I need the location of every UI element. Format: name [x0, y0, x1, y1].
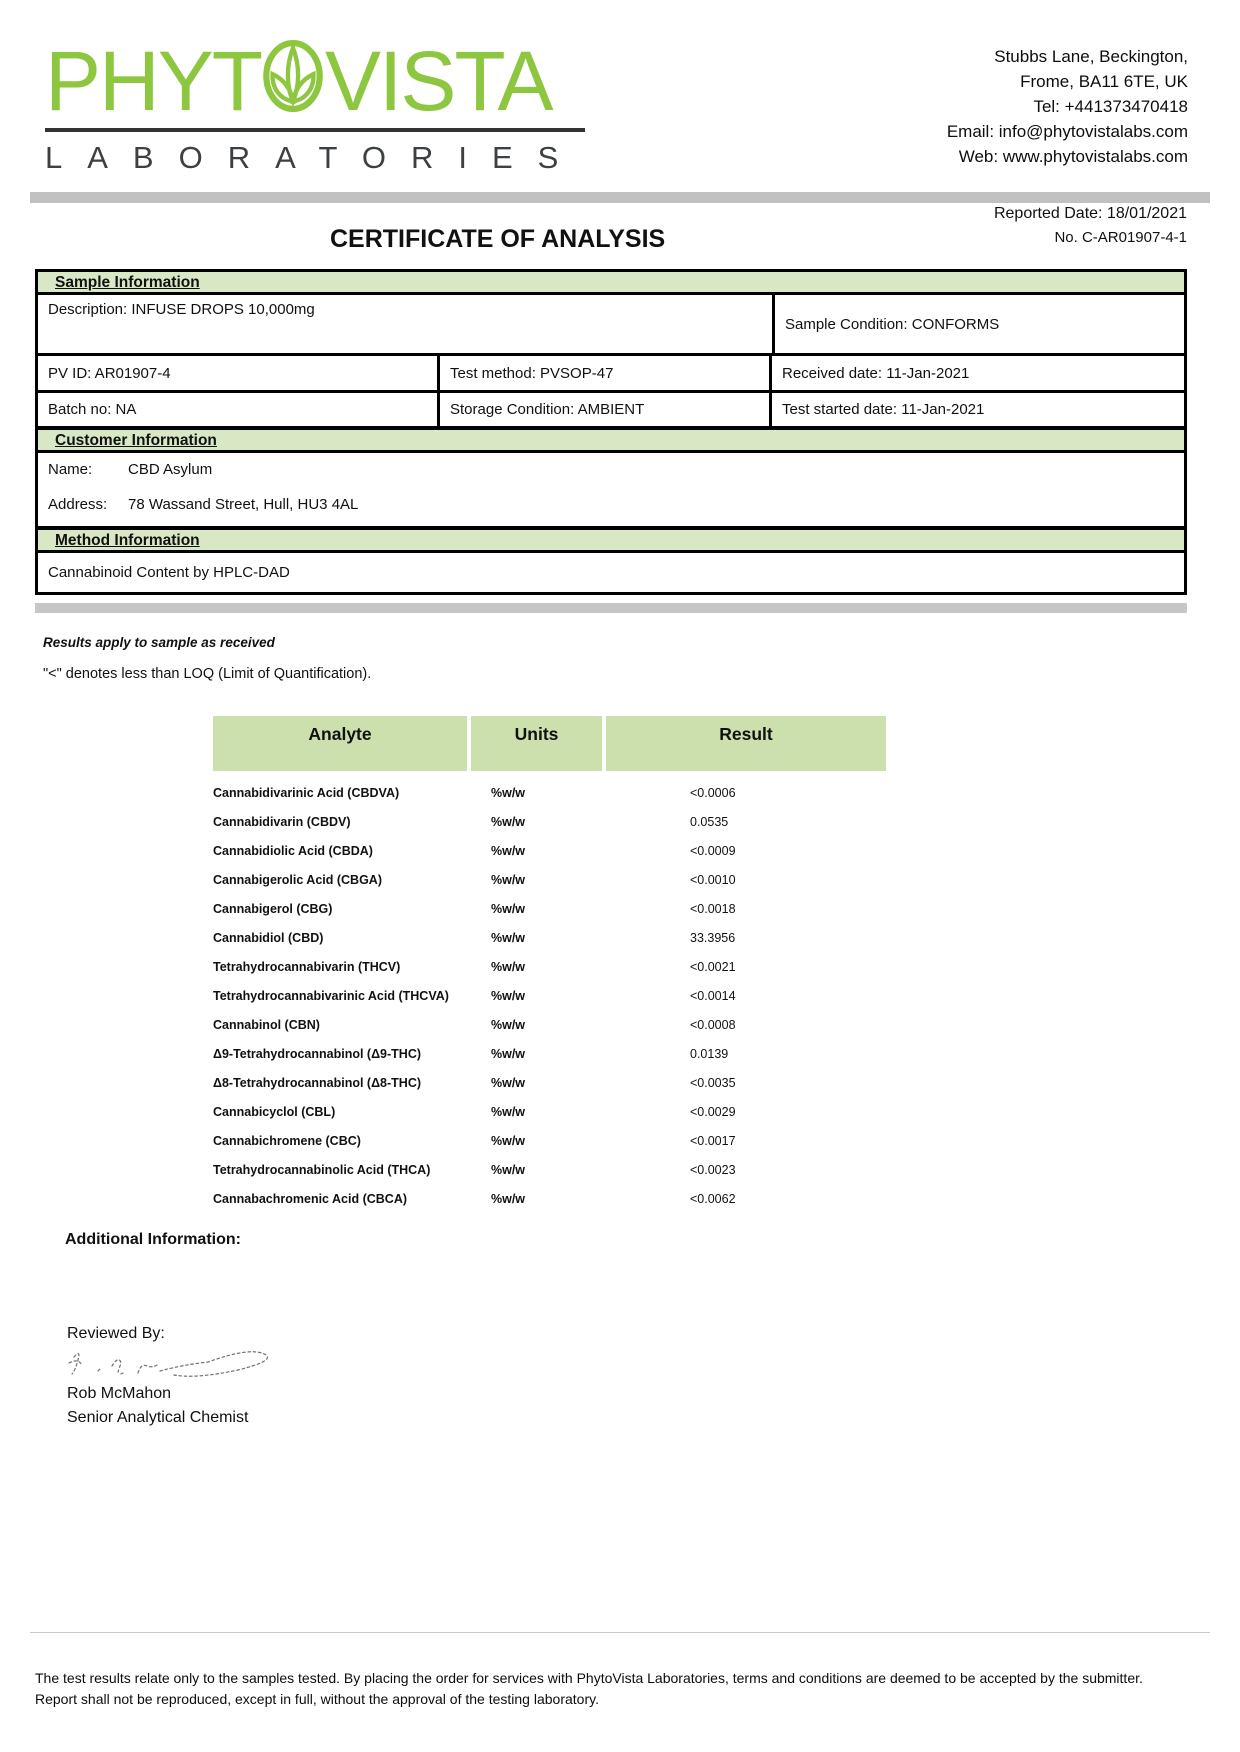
contact-address-line2: Frome, BA11 6TE, UK	[1020, 72, 1188, 91]
method-information-header	[38, 530, 1184, 553]
units-cell: %w/w	[491, 785, 526, 800]
analyte-cell: Δ9-Tetrahydrocannabinol (Δ9-THC)	[213, 1046, 422, 1061]
sample-row-1	[38, 356, 1184, 393]
result-cell: <0.0029	[690, 1104, 736, 1119]
logo-wordmark	[45, 36, 605, 126]
reviewed-by-label: Reviewed By:	[67, 1325, 165, 1342]
table-row	[213, 1126, 886, 1155]
result-cell: <0.0021	[690, 959, 736, 974]
report-meta	[994, 205, 1187, 246]
sample-row-2	[38, 393, 1184, 430]
customer-address-line	[38, 496, 1184, 513]
sample-information-title: Sample Information	[55, 274, 200, 291]
test-started-date: Test started date: 11-Jan-2021	[782, 401, 985, 418]
result-cell: <0.0018	[690, 901, 736, 916]
analyte-cell: Cannabigerolic Acid (CBGA)	[213, 872, 382, 887]
info-tables	[35, 269, 1187, 595]
lab-contact-block	[947, 36, 1188, 176]
results-table-header	[213, 716, 886, 771]
units-cell: %w/w	[491, 959, 526, 974]
analyte-cell: Tetrahydrocannabinolic Acid (THCA)	[213, 1162, 431, 1177]
header	[0, 0, 1240, 176]
contact-email: Email: info@phytovistalabs.com	[946, 122, 1188, 141]
result-cell: 33.3956	[690, 930, 736, 945]
results-table-body	[213, 778, 886, 1213]
header-divider-bar	[30, 192, 1210, 203]
analyte-cell: Tetrahydrocannabivarin (THCV)	[213, 959, 401, 974]
method-information-title: Method Information	[55, 532, 200, 549]
customer-name-line	[38, 461, 1184, 478]
analyte-cell: Tetrahydrocannabivarinic Acid (THCVA)	[213, 988, 449, 1003]
method-description: Cannabinoid Content by HPLC-DAD	[48, 564, 290, 581]
result-cell: <0.0023	[690, 1162, 736, 1177]
analyte-cell: Cannabicyclol (CBL)	[213, 1104, 336, 1119]
table-row	[213, 807, 886, 836]
reviewer-title: Senior Analytical Chemist	[67, 1409, 249, 1426]
sample-description: Description: INFUSE DROPS 10,000mg	[38, 295, 775, 353]
result-cell: 0.0139	[690, 1046, 729, 1061]
column-header-units: Units	[471, 716, 602, 771]
table-row	[213, 981, 886, 1010]
customer-body	[38, 453, 1184, 530]
certificate-title: CERTIFICATE OF ANALYSIS	[330, 225, 666, 253]
customer-name-label: Name:	[48, 461, 93, 478]
units-cell: %w/w	[491, 843, 526, 858]
analyte-cell: Cannabidivarinic Acid (CBDVA)	[213, 785, 400, 800]
table-row	[213, 1155, 886, 1184]
analyte-cell: Δ8-Tetrahydrocannabinol (Δ8-THC)	[213, 1075, 422, 1090]
units-cell: %w/w	[491, 930, 526, 945]
units-cell: %w/w	[491, 814, 526, 829]
table-row	[213, 1097, 886, 1126]
leaf-icon	[262, 38, 324, 128]
analyte-cell: Cannabidivarin (CBDV)	[213, 814, 351, 829]
section-divider-bar	[35, 603, 1187, 613]
logo-divider	[45, 128, 585, 132]
table-row	[213, 923, 886, 952]
laboratories-text: LABORATORIES	[45, 140, 584, 175]
test-method: Test method: PVSOP-47	[440, 356, 772, 390]
units-cell: %w/w	[491, 1104, 526, 1119]
units-cell: %w/w	[491, 901, 526, 916]
units-cell: %w/w	[491, 1191, 526, 1206]
results-apply-note: Results apply to sample as received	[43, 635, 275, 650]
result-cell: <0.0014	[690, 988, 736, 1003]
signature-scribble	[64, 1345, 1240, 1385]
column-header-result: Result	[606, 716, 886, 771]
table-row	[213, 836, 886, 865]
footer-divider	[30, 1632, 1210, 1633]
table-row	[213, 778, 886, 807]
customer-name-value: CBD Asylum	[128, 461, 213, 478]
received-date: Received date: 11-Jan-2021	[782, 364, 970, 382]
footer-disclaimer: The test results relate only to the samples tested. By placing the order for services with PhytoVista Laboratories, terms and conditions are deemed to be accepted by the submitter. Report shall not be reproduced, except in full, without the approval of the testing laboratory.	[35, 1670, 1143, 1707]
units-cell: %w/w	[491, 1162, 526, 1177]
units-cell: %w/w	[491, 872, 526, 887]
contact-address-line1: Stubbs Lane, Beckington,	[994, 47, 1188, 66]
result-cell: <0.0010	[690, 872, 736, 887]
logo-text-pre: PHYT	[45, 34, 262, 128]
batch-no: Batch no: NA	[38, 393, 440, 426]
table-row	[213, 1039, 886, 1068]
result-cell: <0.0009	[690, 843, 736, 858]
units-cell: %w/w	[491, 1017, 526, 1032]
customer-address-label: Address:	[48, 496, 108, 513]
result-cell: <0.0035	[690, 1075, 736, 1090]
table-row	[213, 1184, 886, 1213]
additional-information-label: Additional Information:	[65, 1231, 241, 1248]
results-table	[213, 716, 886, 1213]
contact-tel: Tel: +441373470418	[1033, 97, 1188, 116]
analyte-cell: Cannabigerol (CBG)	[213, 901, 333, 916]
contact-web: Web: www.phytovistalabs.com	[958, 147, 1188, 166]
units-cell: %w/w	[491, 1046, 526, 1061]
table-row	[213, 1068, 886, 1097]
reviewer-name: Rob McMahon	[67, 1385, 172, 1402]
column-header-analyte: Analyte	[213, 716, 467, 771]
analyte-cell: Cannabidiol (CBD)	[213, 930, 324, 945]
analyte-cell: Cannabidiolic Acid (CBDA)	[213, 843, 373, 858]
customer-information-header	[38, 430, 1184, 453]
analyte-cell: Cannabinol (CBN)	[213, 1017, 320, 1032]
result-cell: <0.0062	[690, 1191, 736, 1206]
loq-note: "<" denotes less than LOQ (Limit of Quantification).	[43, 666, 372, 682]
customer-address-value: 78 Wassand Street, Hull, HU3 4AL	[128, 496, 359, 513]
sample-condition: Sample Condition: CONFORMS	[785, 315, 1000, 333]
pv-id: PV ID: AR01907-4	[38, 356, 440, 390]
result-cell: <0.0006	[690, 785, 736, 800]
logo-text-post: VISTA	[325, 34, 552, 128]
analyte-cell: Cannabachromenic Acid (CBCA)	[213, 1191, 408, 1206]
report-number: No. C-AR01907-4-1	[1054, 229, 1187, 246]
phytovista-logo	[45, 36, 605, 176]
customer-information-title: Customer Information	[55, 432, 217, 449]
result-cell: <0.0017	[690, 1133, 736, 1148]
table-row	[213, 894, 886, 923]
result-cell: 0.0535	[690, 814, 729, 829]
units-cell: %w/w	[491, 988, 526, 1003]
table-row	[213, 865, 886, 894]
units-cell: %w/w	[491, 1133, 526, 1148]
units-cell: %w/w	[491, 1075, 526, 1090]
storage-condition: Storage Condition: AMBIENT	[440, 393, 772, 426]
result-cell: <0.0008	[690, 1017, 736, 1032]
table-row	[213, 1010, 886, 1039]
table-row	[213, 952, 886, 981]
analyte-cell: Cannabichromene (CBC)	[213, 1133, 361, 1148]
reported-date: Reported Date: 18/01/2021	[993, 205, 1187, 222]
sample-description-row	[38, 295, 1184, 356]
sample-information-header	[38, 272, 1184, 295]
title-row	[35, 203, 1187, 265]
